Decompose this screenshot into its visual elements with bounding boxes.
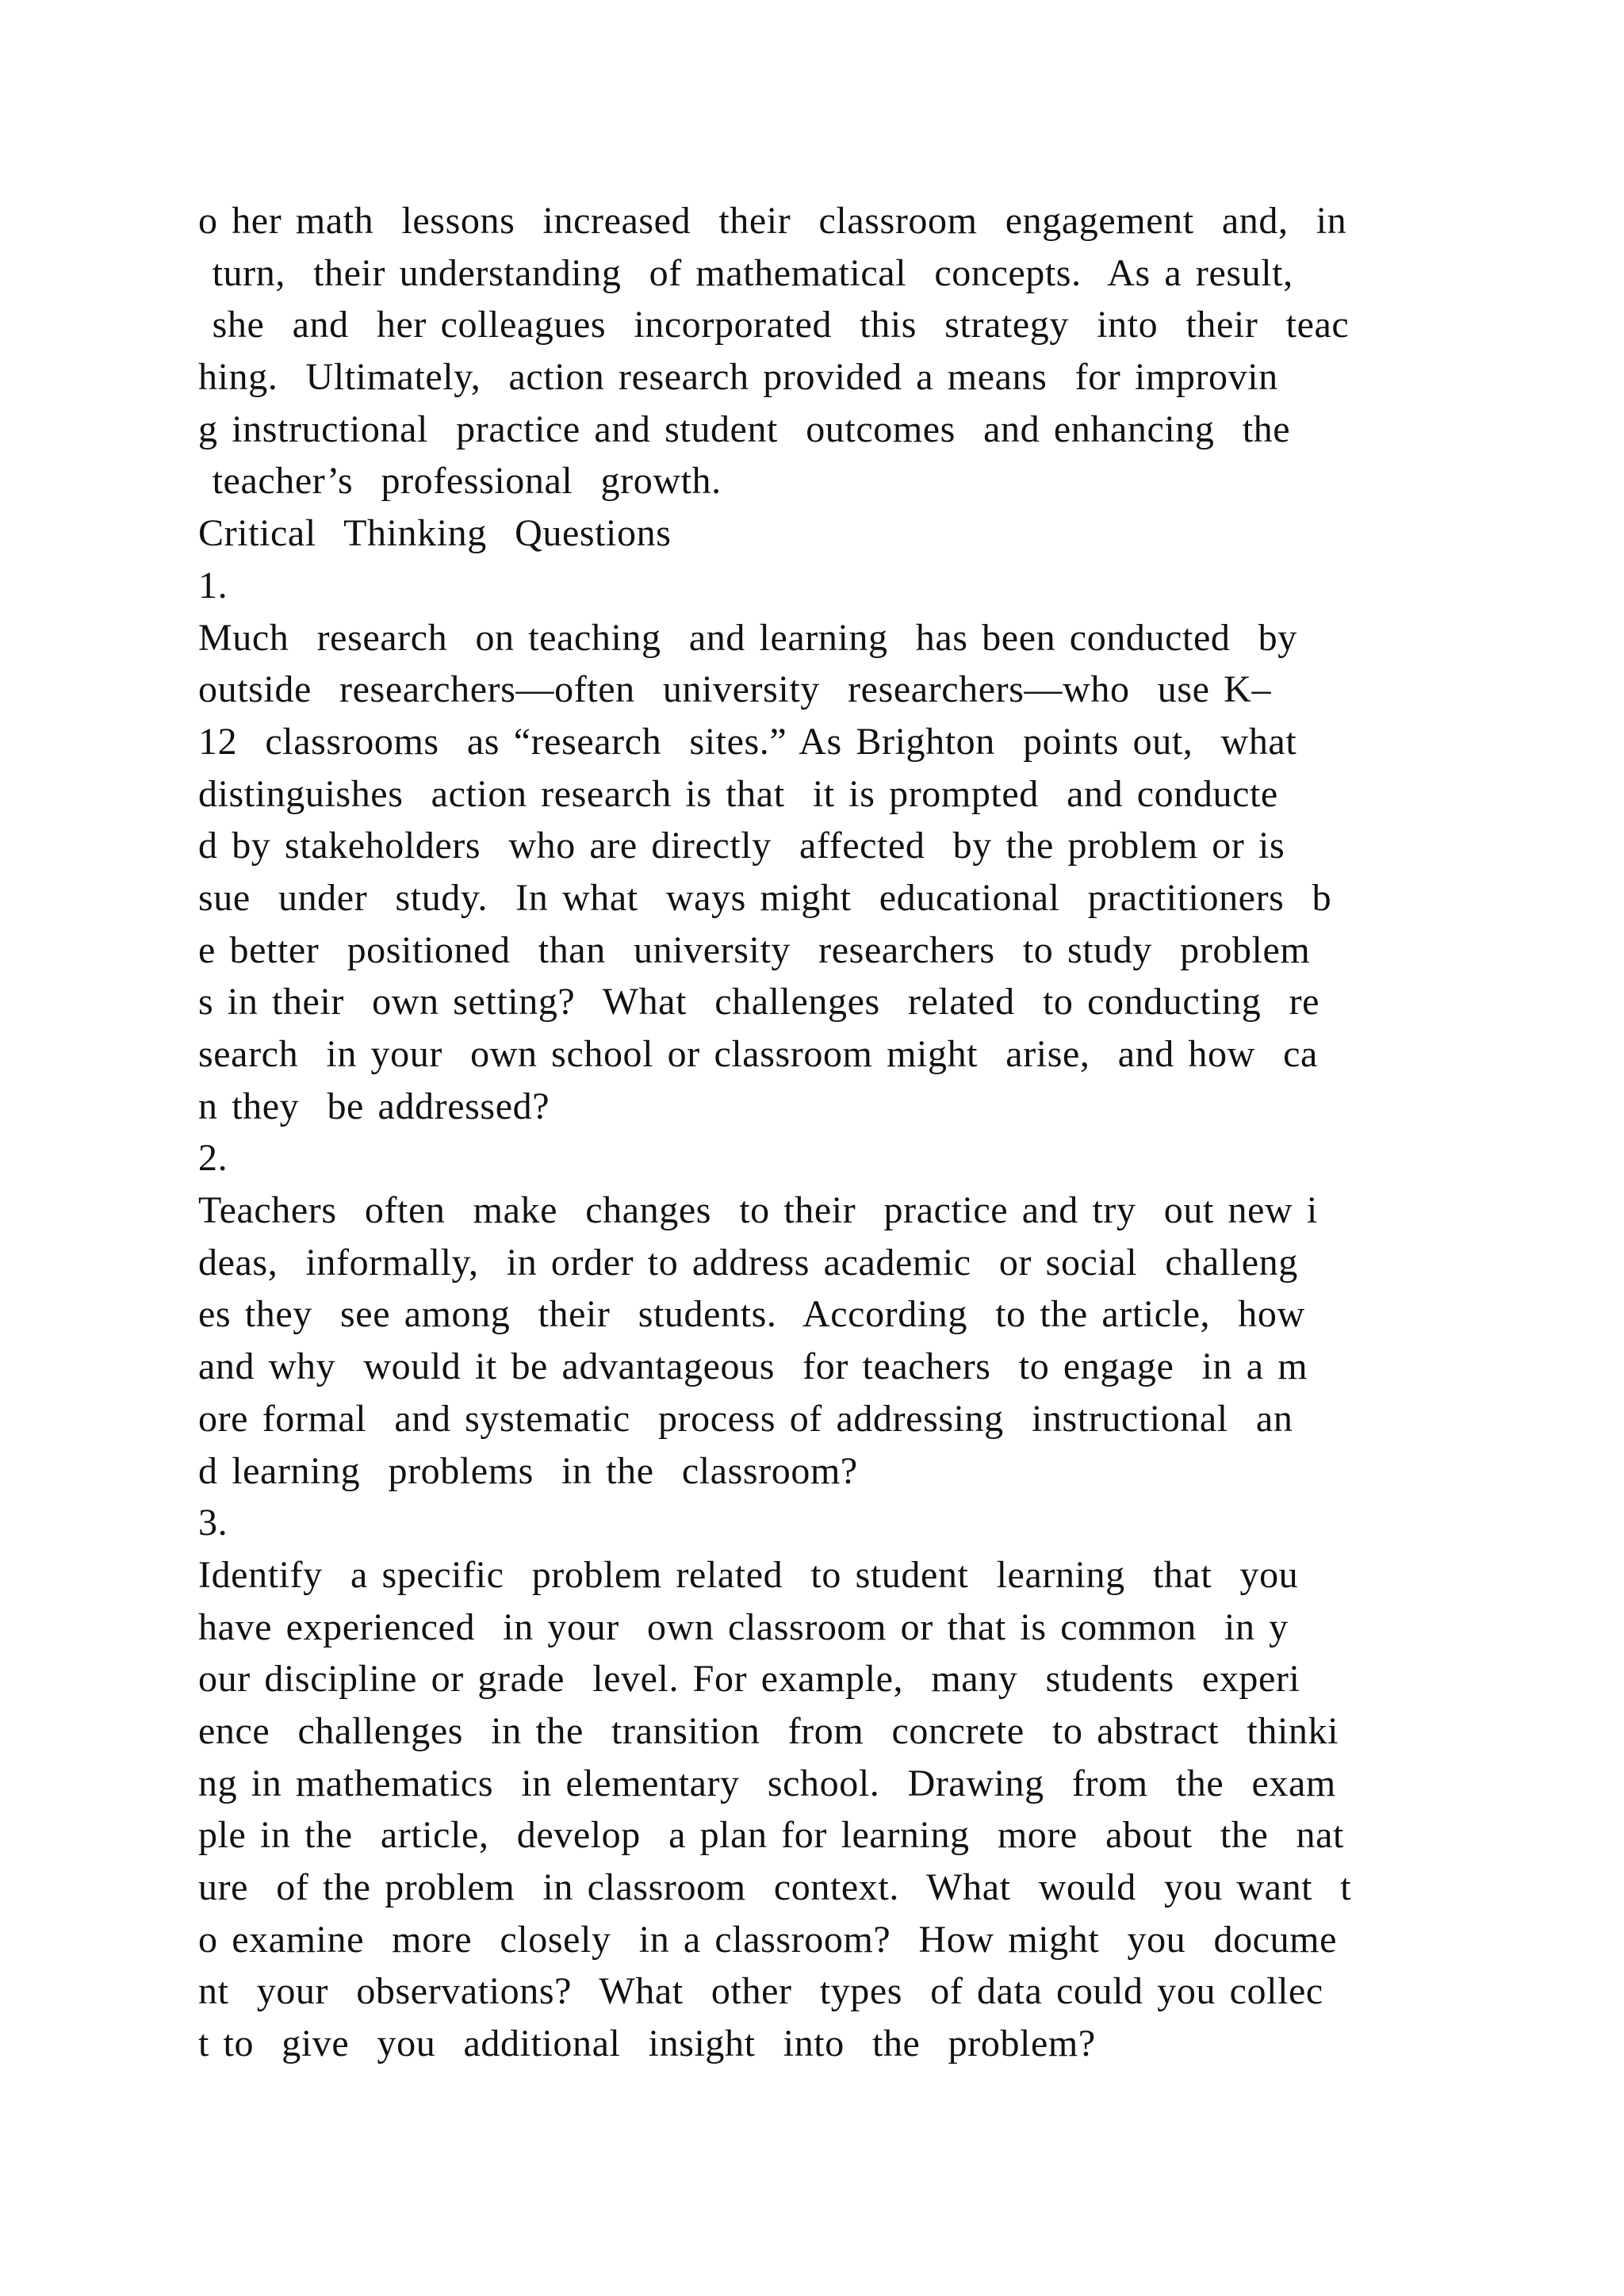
text-line: nt your observations? What other types of data could you collec [198,1970,1323,2013]
text-line: ng in mathematics in elementary school. Drawing from the exam [198,1762,1336,1804]
text-line: hing. Ultimately, action research provided a means for improvin [198,356,1278,399]
body-text [198,195,1451,2070]
text-line: and why would it be advantageous for teachers to engage in a m [198,1345,1308,1388]
text-line: n they be addressed? [198,1085,550,1127]
text-line: distinguishes action research is that it is prompted and conducte [198,772,1278,815]
text-line: teacher’s professional growth. [198,460,722,503]
text-line: s in their own setting? What challenges related to conducting re [198,981,1320,1024]
text-line: have experienced in your own classroom or that is common in y [198,1605,1289,1648]
text-line: deas, informally, in order to address academic or social challeng [198,1241,1298,1284]
text-line: d learning problems in the classroom? [198,1449,858,1492]
question-number: 1. [198,564,228,607]
text-line: Much research on teaching and learning has been conducted by [198,616,1297,659]
text-line: es they see among their students. According to the article, how [198,1293,1305,1336]
text-line: turn, their understanding of mathematical concepts. As a result, [198,251,1293,294]
text-line: ple in the article, develop a plan for learning more about the nat [198,1814,1344,1857]
text-line: d by stakeholders who are directly affected by the problem or is [198,825,1285,867]
text-line: ore formal and systematic process of addressing instructional an [198,1397,1293,1440]
text-line: o her math lessons increased their classroom engagement and, in [198,200,1347,242]
text-line: she and her colleagues incorporated this strategy into their teac [198,304,1350,346]
text-line: outside researchers—often university researchers—who use K– [198,668,1272,711]
question-number: 3. [198,1502,228,1544]
text-line: Identify a specific problem related to student learning that you [198,1553,1299,1596]
text-line: e better positioned than university researchers to study problem [198,928,1311,971]
text-line: our discipline or grade level. For example, many students experi [198,1658,1300,1701]
text-line: Teachers often make changes to their practice and try out new i [198,1189,1318,1232]
text-line: t to give you additional insight into the problem? [198,2022,1096,2065]
text-line: ure of the problem in classroom context. What would you want t [198,1866,1352,1908]
section-heading: Critical Thinking Questions [198,512,672,555]
text-line: o examine more closely in a classroom? How might you docume [198,1918,1338,1961]
text-line: sue under study. In what ways might educational practitioners b [198,876,1332,919]
question-number: 2. [198,1137,228,1180]
text-line: 12 classrooms as “research sites.” As Brighton points out, what [198,720,1297,763]
text-line: ence challenges in the transition from concrete to abstract thinki [198,1709,1339,1752]
text-line: g instructional practice and student outcomes and enhancing the [198,408,1291,450]
text-line: search in your own school or classroom might arise, and how ca [198,1033,1318,1075]
